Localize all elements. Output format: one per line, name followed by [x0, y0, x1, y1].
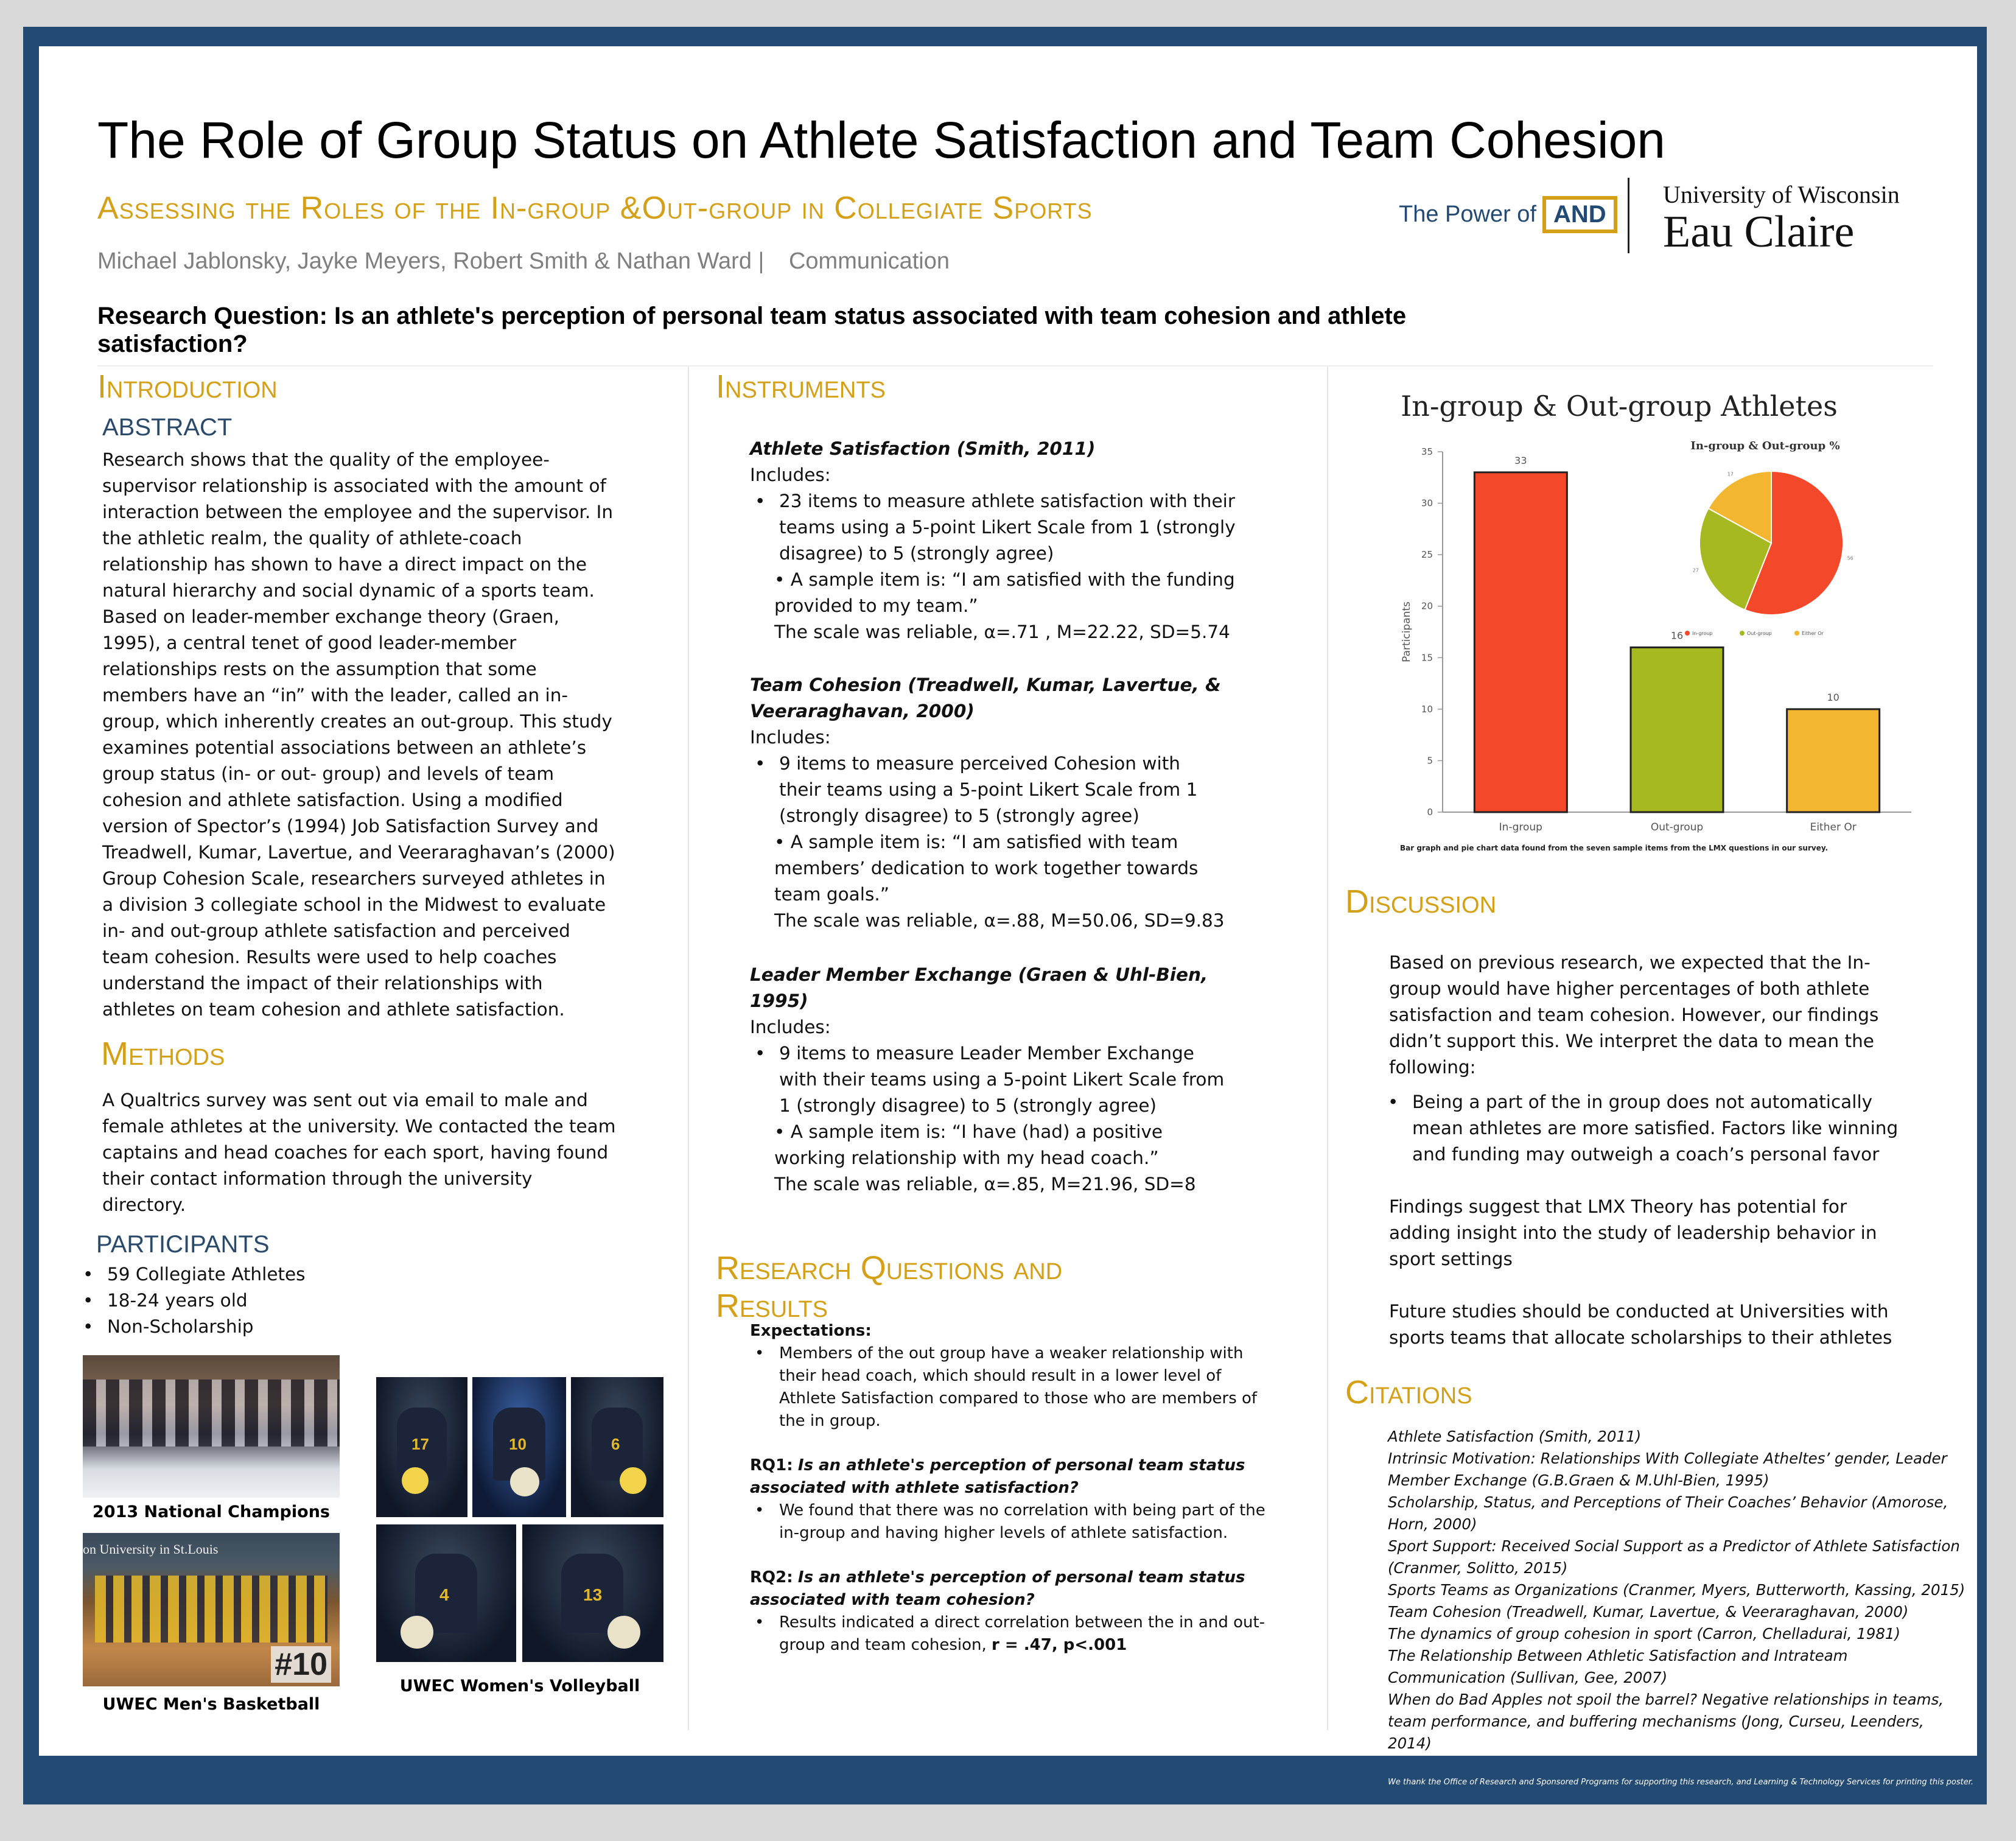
legend-entry: Either Or — [1802, 631, 1824, 636]
jersey-number: 13 — [583, 1585, 603, 1604]
acknowledgement: We thank the Office of Research and Sponsored Programs for supporting this research, and Learning & Technology Services for printing this poster. — [1388, 1778, 1973, 1787]
list-item: • 18-24 years old — [78, 1288, 504, 1314]
header-rule — [97, 365, 1933, 366]
department: Communication — [788, 248, 950, 274]
participants-heading: PARTICIPANTS — [96, 1231, 270, 1258]
instrument-reliability: The scale was reliable, α=.85, M=21.96, SD=8 — [774, 1174, 1196, 1194]
volleyball-player-photo — [376, 1524, 516, 1662]
instrument-sample: • A sample item is: “I am satisfied with the funding provided to my team.” — [774, 569, 1235, 616]
instrument-reliability: The scale was reliable, α=.88, M=50.06, SD=9.83 — [774, 910, 1225, 931]
instrument-includes: Includes: — [750, 465, 831, 485]
y-tick-label: 30 — [1421, 497, 1433, 509]
instrument-block — [750, 962, 1225, 1198]
basketball-team-photo — [83, 1533, 340, 1686]
rq1-question-line — [750, 1454, 1273, 1499]
list-item: • Being a part of the in group does not automatically mean athletes are more satisfied. Factors like winning and funding may outweigh a coach’s personal favor — [1383, 1089, 1900, 1168]
rq2-answer: Results indicated a direct correlation between the in and out-group and team cohesion, — [779, 1613, 1265, 1654]
univ-line1: University of Wisconsin — [1663, 181, 1900, 208]
rq1-question: Is an athlete's perception of personal team status associated with athlete satisfaction? — [750, 1456, 1245, 1497]
methods-text: A Qualtrics survey was sent out via email to male and female athletes at the university. We contacted the team captains and head coaches for each sport, having found their contact information through the university directory. — [102, 1090, 616, 1215]
citation: When do Bad Apples not spoil the barrel? Negative relationships in teams, team performance, and buffering mechanisms (Jong, Curseu, Leenders, 2014) — [1388, 1691, 1944, 1752]
volleyball-player-photo — [571, 1377, 663, 1517]
bar-out-group — [1631, 647, 1723, 812]
list-item: • We found that there was no correlation with being part of the in-group and having higher levels of athlete satisfaction. — [750, 1499, 1273, 1545]
rq-results-body — [750, 1320, 1273, 1657]
x-tick-label: Out-group — [1650, 821, 1704, 833]
introduction-heading: Introduction — [97, 368, 278, 405]
and-badge: AND — [1542, 196, 1617, 233]
discussion-heading: Discussion — [1345, 883, 1497, 920]
y-tick-label: 25 — [1421, 549, 1433, 561]
jersey-number: 4 — [439, 1585, 449, 1604]
legend-swatch — [1685, 631, 1690, 636]
univ-line2: Eau Claire — [1663, 207, 1855, 257]
volleyball-player-photo — [472, 1377, 566, 1517]
instrument-sample: • A sample item is: “I have (had) a positive working relationship with my head coach.” — [774, 1121, 1163, 1168]
citations-list — [1388, 1426, 1970, 1755]
data-label: 16 — [1670, 629, 1684, 642]
column-divider-2 — [1327, 366, 1328, 1730]
legend-entry: Out-group — [1747, 631, 1772, 636]
y-tick-label: 20 — [1421, 600, 1433, 612]
logo-divider — [1628, 178, 1629, 253]
basketball-caption: UWEC Men's Basketball — [102, 1695, 320, 1714]
authors: Michael Jablonsky, Jayke Meyers, Robert Smith & Nathan Ward | — [97, 248, 765, 274]
research-question: Research Question: Is an athlete's perception of personal team status associated with team cohesion and athlete satisfaction? — [97, 303, 1407, 357]
instrument-title: Team Cohesion (Treadwell, Kumar, Lavertue, & Veeraraghavan, 2000) — [750, 675, 1221, 721]
banner-text: on University in St.Louis — [83, 1541, 219, 1557]
instrument-title: Athlete Satisfaction (Smith, 2011) — [750, 438, 1096, 459]
discussion-paragraph: Findings suggest that LMX Theory has potential for adding insight into the study of leadership behavior in sport settings — [1389, 1196, 1877, 1269]
citation: Athlete Satisfaction (Smith, 2011) — [1388, 1428, 1642, 1445]
y-tick-label: 5 — [1427, 755, 1433, 766]
citation: The Relationship Between Athletic Satisfaction and Intrateam Communication (Sullivan, Gee, 2007) — [1388, 1647, 1848, 1686]
discussion-body — [1389, 950, 1900, 1351]
hockey-team-photo — [83, 1355, 340, 1498]
citations-heading: Citations — [1345, 1374, 1472, 1411]
rq-heading-line2: Results — [716, 1288, 828, 1324]
citation: Team Cohesion (Treadwell, Kumar, Lavertue, & Veeraraghavan, 2000) — [1388, 1603, 1909, 1621]
volleyball-player-photo — [376, 1377, 467, 1517]
discussion-paragraph: Based on previous research, we expected that the In-group would have higher percentages of both athlete satisfaction and team cohesion. However, our findings didn’t support this. We interpret the data to mean the following: — [1389, 952, 1879, 1078]
ranking-badge: #10 — [271, 1646, 331, 1683]
list-item: • 59 Collegiate Athletes — [78, 1261, 504, 1288]
y-axis-label: Participants — [1401, 601, 1413, 662]
jersey-number: 17 — [411, 1435, 429, 1453]
citation: Sports Teams as Organizations (Cranmer, Myers, Butterworth, Kassing, 2015) — [1388, 1581, 1965, 1599]
volleyball-player-photo — [522, 1524, 663, 1662]
participants-list — [78, 1261, 504, 1340]
list-item: • Non-Scholarship — [78, 1314, 504, 1340]
list-item: • 9 items to measure Leader Member Exchange with their teams using a 5-point Likert Scale from 1 (strongly disagree) to 5 (strongly agree) — [750, 1040, 1225, 1119]
y-tick-label: 10 — [1421, 703, 1433, 715]
legend-swatch — [1794, 631, 1799, 636]
instrument-includes: Includes: — [750, 1017, 831, 1037]
hockey-caption: 2013 National Champions — [93, 1503, 330, 1521]
data-label: 10 — [1827, 691, 1839, 703]
rq1-label: RQ1: — [750, 1456, 793, 1475]
poster-title: The Role of Group Status on Athlete Satisfaction and Team Cohesion — [97, 111, 1666, 169]
uwec-wordmark — [1663, 180, 1900, 255]
instrument-block — [750, 436, 1249, 645]
instrument-block — [750, 672, 1225, 934]
citation: Sport Support: Received Social Support as a Predictor of Athlete Satisfaction (Cranmer, Solitto, 2015) — [1388, 1537, 1960, 1577]
jersey-number: 10 — [509, 1435, 527, 1453]
abstract-text: Research shows that the quality of the employee-supervisor relationship is associated with the amount of interaction between the employee and the supervisor. In the athletic realm, the quality of athlete-coach relationship has shown to have a direct impact on the natural hierarchy and social dynamic of a sports team. Based on leader-member exchange theory (Graen, 1995), a central tenet of good leader-member relationships rests on the assumption that some members have an “in” with the leader, called an in-group, which inherently creates an out-group. This study examines potential associations between an athlete’s group status (in- or out- group) and levels of team cohesion and athlete satisfaction. Using a modified version of Spector’s (1994) Job Satisfaction Survey and Treadwell, Kumar, Lavertue, and Veeraraghavan’s (2000) Group Cohesion Scale, researchers surveyed athletes in a division 3 collegiate school in the Midwest to evaluate in- and out-group athlete satisfaction and perceived team cohesion. Results were used to help coaches understand the impact of their relationships with athletes on team cohesion and athlete satisfaction. — [102, 449, 615, 1020]
x-tick-label: In-group — [1499, 821, 1542, 833]
pie-value-label: 27 — [1692, 567, 1699, 573]
volleyball-caption: UWEC Women's Volleyball — [399, 1677, 640, 1695]
chart-title: In-group & Out-group Athletes — [1401, 390, 1838, 423]
power-of-text: The Power of — [1399, 202, 1536, 227]
legend-swatch — [1740, 631, 1745, 636]
power-of-and-logo — [1399, 196, 1617, 233]
rq-results-heading — [716, 1249, 1062, 1325]
pie-title: In-group & Out-group % — [1690, 440, 1840, 452]
instrument-sample: • A sample item is: “I am satisfied with team members’ dedication to work together towards team goals.” — [774, 832, 1199, 905]
rq2-question-line — [750, 1566, 1273, 1611]
bar-in-group — [1474, 472, 1567, 812]
y-tick-label: 35 — [1421, 446, 1433, 457]
group-status-chart — [1394, 438, 1917, 852]
citation: Scholarship, Status, and Perceptions of Their Coaches’ Behavior (Amorose, Horn, 2000) — [1388, 1493, 1948, 1533]
list-item — [750, 1611, 1273, 1657]
pie-value-label: 17 — [1727, 471, 1734, 477]
instrument-reliability: The scale was reliable, α=.71 , M=22.22, SD=5.74 — [774, 622, 1230, 642]
rq2-statistic: r = .47, p<.001 — [992, 1636, 1127, 1654]
abstract-heading: ABSTRACT — [102, 414, 233, 441]
rq-heading-line1: Research Questions and — [716, 1250, 1063, 1286]
x-tick-label: Either Or — [1810, 821, 1857, 833]
chart-caption: Bar graph and pie chart data found from the seven sample items from the LMX questions in our survey. — [1400, 844, 1829, 852]
y-tick-label: 0 — [1427, 807, 1433, 818]
instrument-includes: Includes: — [750, 727, 831, 748]
pie-value-label: 56 — [1847, 555, 1853, 561]
list-item: • 9 items to measure perceived Cohesion with their teams using a 5-point Likert Scale from 1 (strongly disagree) to 5 (strongly agree) — [750, 751, 1225, 829]
y-tick-label: 15 — [1421, 652, 1433, 664]
legend-entry: In-group — [1692, 631, 1713, 636]
poster-subtitle: Assessing the Roles of the In-group &Out-group in Collegiate Sports — [97, 191, 1093, 226]
citation: Intrinsic Motivation: Relationships With Collegiate Atheltes’ gender, Leader Member Exchange (G.B.Graen & M.Uhl-Bien, 1995) — [1388, 1450, 1947, 1489]
methods-heading: Methods — [101, 1036, 225, 1072]
jersey-number: 6 — [611, 1435, 620, 1453]
bar-either-or — [1787, 709, 1880, 812]
rq2-question: Is an athlete's perception of personal team status associated with team cohesion? — [750, 1568, 1245, 1609]
discussion-paragraph: Future studies should be conducted at Universities with sports teams that allocate scholarships to their athletes — [1389, 1301, 1892, 1348]
data-label: 33 — [1514, 454, 1527, 466]
authors-line — [97, 248, 950, 275]
citation: The dynamics of group cohesion in sport (Carron, Chelladurai, 1981) — [1388, 1625, 1901, 1643]
column-divider-1 — [688, 366, 689, 1730]
instrument-title: Leader Member Exchange (Graen & Uhl-Bien, 1995) — [750, 964, 1208, 1011]
expectations-label: Expectations: — [750, 1322, 872, 1340]
list-item: • 23 items to measure athlete satisfaction with their teams using a 5-point Likert Scale from 1 (strongly disagree) to 5 (strongly agree) — [750, 488, 1249, 567]
instruments-heading: Instruments — [716, 368, 886, 405]
rq2-label: RQ2: — [750, 1568, 793, 1587]
list-item: • Members of the out group have a weaker relationship with their head coach, which should result in a lower level of Athlete Satisfaction compared to those who are members of the in group. — [750, 1342, 1273, 1432]
